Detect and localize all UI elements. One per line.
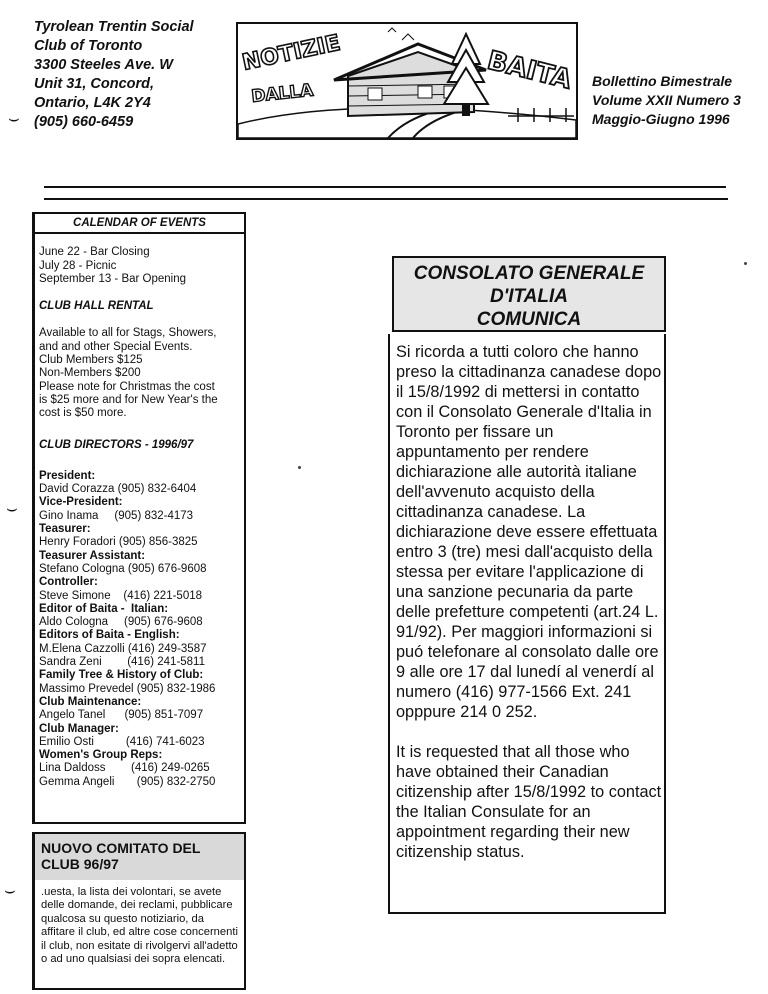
bulletin-date: Maggio-Giugno 1996 [592, 111, 730, 127]
director-role: Controller: [39, 576, 98, 589]
comitato-title: NUOVO COMITATO DEL CLUB 96/97 [35, 834, 244, 880]
hall-rental-text [39, 327, 240, 420]
club-address [34, 18, 244, 132]
bulletin-info [592, 72, 764, 129]
bulletin-volume: Volume XXII Numero 3 [592, 92, 741, 108]
hall-rental-title: CLUB HALL RENTAL [39, 300, 154, 313]
hall-rental-line: is $25 more and for New Year's the [39, 393, 218, 406]
header-rule-top [44, 186, 726, 188]
calendar-title: CALENDAR OF EVENTS [35, 214, 244, 234]
header-rule-bottom [44, 198, 728, 200]
hall-rental-line: Available to all for Stags, Showers, [39, 327, 217, 340]
comitato-body: .uesta, la lista dei volontari, se avete delle domande, dei reclami, pubblicare qualcosa su questo notiziario, da affitare il club, ed altre cose concernenti il club, non esitate di rivolgervi all'adetto o ad uno qualsiasi dei sopra elencati. [41, 886, 238, 966]
speck [298, 466, 301, 469]
consolato-notice [388, 334, 666, 914]
director-contact: M.Elena Cazzolli (416) 249-3587 [39, 642, 207, 655]
address-line: 3300 Steeles Ave. W [34, 57, 173, 73]
chalet-drawing [238, 24, 576, 138]
address-line: Club of Toronto [34, 38, 143, 54]
director-role: Club Maintenance: [39, 695, 142, 708]
director-role: Vice-President: [39, 496, 123, 509]
directors-list [39, 470, 240, 789]
calendar-event: July 28 - Picnic [39, 259, 117, 272]
calendar-event: June 22 - Bar Closing [39, 246, 150, 259]
hall-rental-line: Please note for Christmas the cost [39, 380, 215, 393]
consolato-title-line: CONSOLATO GENERALE [413, 263, 645, 284]
notizie-dalla-baita-logo [236, 22, 578, 140]
club-info-box [32, 212, 246, 824]
director-contact: Angelo Tanel (905) 851-7097 [39, 709, 204, 722]
hall-rental-line: Non-Members $200 [39, 367, 141, 380]
director-role: Teasurer Assistant: [39, 549, 146, 562]
nuovo-comitato-box [32, 832, 246, 990]
consolato-italian-text: Si ricorda a tutti coloro che hanno preso la cittadinanza canadese dopo il 15/8/1992 di mettersi in contatto con il Consolato Generale d'Italia in Toronto per fissare un appuntamento per rendere dichiarazione alle autorità italiane dell'avvenuto acquisto della cittadinanza canadese. La dichiarazione deve essere effettuata entro 3 (tre) mesi dall'acquisto della stessa per evitare l'applicazione di una sanzione pecunaria da parte delle prefetture competenti (art.24 L. 91/92). Per maggiori informazioni si puó telefonare al consolato dalle ore 9 alle ore 17 dal lunedí al venerdí al numero (416) 977-1566 Ext. 241 opppure 214 0 252. [396, 343, 662, 721]
director-contact: Sandra Zeni (416) 241-5811 [39, 656, 205, 669]
address-line: Ontario, L4K 2Y4 [34, 95, 151, 111]
consolato-title-line: D'ITALIA [489, 286, 569, 307]
director-role: Women's Group Reps: [39, 749, 163, 762]
hall-rental-line: Club Members $125 [39, 354, 143, 367]
director-role: Teasurer: [39, 523, 91, 536]
director-contact: Lina Daldoss (416) 249-0265 [39, 762, 210, 775]
director-role: Editors of Baita - English: [39, 629, 180, 642]
director-contact: Aldo Cologna (905) 676-9608 [39, 616, 203, 629]
address-phone: (905) 660-6459 [34, 114, 134, 130]
speck [744, 262, 747, 265]
pen-mark-icon: ⌣ [8, 108, 20, 128]
director-contact: Emilio Osti (416) 741-6023 [39, 735, 205, 748]
director-role: Family Tree & History of Club: [39, 669, 204, 682]
director-contact: Stefano Cologna (905) 676-9608 [39, 562, 207, 575]
director-contact: Gino Inama (905) 832-4173 [39, 509, 194, 522]
director-role: President: [39, 469, 96, 482]
directors-title: CLUB DIRECTORS - 1996/97 [39, 438, 194, 451]
hall-rental-line: cost is $50 more. [39, 407, 127, 420]
director-role: Editor of Baita - Italian: [39, 602, 169, 615]
pen-mark-icon: ⌣ [4, 880, 16, 900]
director-contact: Steve Simone (416) 221-5018 [39, 589, 203, 602]
calendar-event: September 13 - Bar Opening [39, 272, 187, 285]
director-contact: Massimo Prevedel (905) 832-1986 [39, 682, 216, 695]
svg-text:DALLA: DALLA [250, 80, 315, 107]
address-line: Unit 31, Concord, [34, 76, 155, 92]
director-role: Club Manager: [39, 722, 119, 735]
svg-text:BAITA: BAITA [484, 45, 575, 96]
consolato-heading [392, 256, 666, 332]
address-line: Tyrolean Trentin Social [34, 19, 194, 35]
director-contact: David Corazza (905) 832-6404 [39, 483, 197, 496]
svg-text:NOTIZIE: NOTIZIE [240, 30, 343, 76]
bulletin-frequency: Bollettino Bimestrale [592, 73, 733, 89]
consolato-english-text: It is requested that all those who have obtained their Canadian citizenship after 15/8/1992 to contact the Italian Consulate for an appointment regarding their new citizenship status. [396, 743, 662, 861]
director-contact: Henry Foradori (905) 856-3825 [39, 536, 198, 549]
consolato-title-line: COMUNICA [476, 309, 582, 330]
director-contact: Gemma Angeli (905) 832-2750 [39, 775, 216, 788]
pen-mark-icon: ⌣ [6, 498, 18, 518]
hall-rental-line: and and other Special Events. [39, 340, 193, 353]
